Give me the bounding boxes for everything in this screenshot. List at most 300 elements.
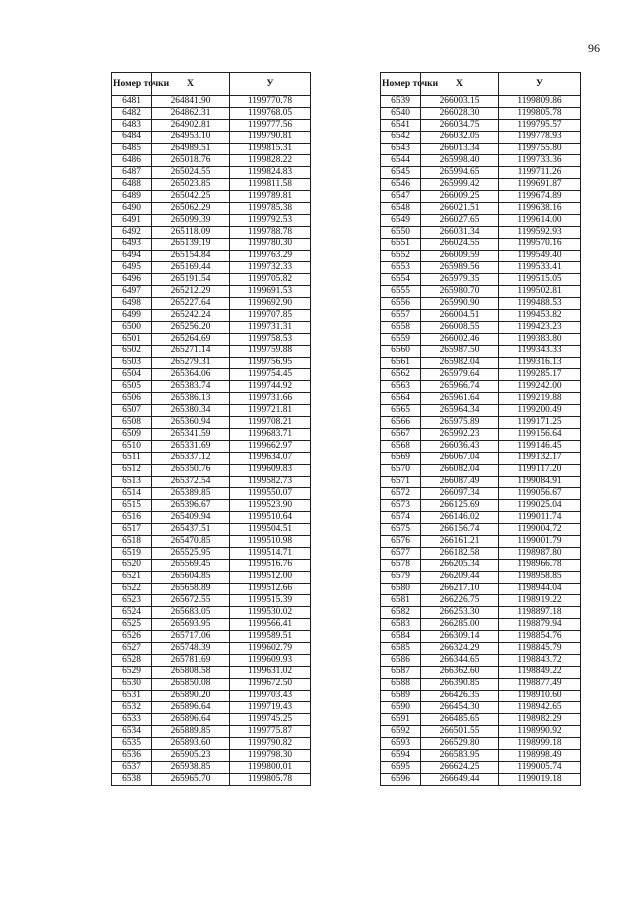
cell-point-number: 6549 [381,214,421,226]
cell-y: 1199815.31 [230,143,311,155]
table-row [381,595,581,607]
cell-y: 1198942.65 [499,702,581,714]
cell-y: 1199733.36 [499,155,581,167]
cell-y: 1199533.41 [499,262,581,274]
table-row [112,749,311,761]
cell-point-number: 6510 [112,440,152,452]
cell-x: 265372.54 [152,476,230,488]
table-row [381,167,581,179]
cell-point-number: 6573 [381,500,421,512]
cell-y: 1199763.29 [230,250,311,262]
cell-x: 265191.54 [152,274,230,286]
cell-point-number: 6539 [381,96,421,108]
cell-point-number: 6559 [381,333,421,345]
cell-x: 266217.10 [421,583,499,595]
cell-point-number: 6563 [381,381,421,393]
table-header-row [381,73,581,96]
cell-x: 265604.85 [152,571,230,583]
cell-point-number: 6590 [381,702,421,714]
cell-x: 265717.06 [152,631,230,643]
cell-x: 266024.55 [421,238,499,250]
cell-point-number: 6581 [381,595,421,607]
cell-x: 265693.95 [152,619,230,631]
cell-point-number: 6513 [112,476,152,488]
table-row [112,464,311,476]
cell-point-number: 6545 [381,167,421,179]
cell-point-number: 6546 [381,179,421,191]
cell-point-number: 6532 [112,702,152,714]
table-row [112,250,311,262]
table-row [381,535,581,547]
cell-point-number: 6509 [112,428,152,440]
cell-point-number: 6562 [381,369,421,381]
cell-point-number: 6578 [381,559,421,571]
cell-y: 1199828.22 [230,155,311,167]
table-row [381,214,581,226]
cell-point-number: 6498 [112,298,152,310]
cell-y: 1199691.53 [230,286,311,298]
cell-y: 1199343.33 [499,345,581,357]
cell-y: 1199514.71 [230,547,311,559]
cell-point-number: 6596 [381,773,421,785]
cell-x: 266097.34 [421,488,499,500]
table-row [112,96,311,108]
cell-x: 266036.43 [421,440,499,452]
cell-point-number: 6486 [112,155,152,167]
cell-point-number: 6564 [381,393,421,405]
table-row [112,286,311,298]
cell-x: 265364.06 [152,369,230,381]
cell-y: 1199672.50 [230,678,311,690]
table-row [112,619,311,631]
cell-point-number: 6506 [112,393,152,405]
cell-y: 1199721.81 [230,405,311,417]
cell-point-number: 6492 [112,226,152,238]
cell-point-number: 6497 [112,286,152,298]
cell-x: 265271.14 [152,345,230,357]
cell-y: 1199512.00 [230,571,311,583]
table-row [112,274,311,286]
cell-x: 265024.55 [152,167,230,179]
cell-x: 265409.94 [152,512,230,524]
cell-x: 265998.40 [421,155,499,167]
cell-x: 265242.24 [152,310,230,322]
cell-point-number: 6568 [381,440,421,452]
cell-y: 1199755.80 [499,143,581,155]
cell-y: 1198877.49 [499,678,581,690]
cell-point-number: 6515 [112,500,152,512]
table-row [112,119,311,131]
table-row [112,321,311,333]
cell-y: 1199019.18 [499,773,581,785]
cell-point-number: 6584 [381,631,421,643]
cell-y: 1199510.64 [230,512,311,524]
cell-x: 266031.34 [421,226,499,238]
cell-point-number: 6575 [381,524,421,536]
cell-point-number: 6481 [112,96,152,108]
cell-y: 1199785.38 [230,203,311,215]
cell-point-number: 6502 [112,345,152,357]
cell-y: 1199705.82 [230,274,311,286]
table-row [112,714,311,726]
cell-y: 1199516.76 [230,559,311,571]
cell-y: 1199550.07 [230,488,311,500]
table-row [112,417,311,429]
table-row [112,761,311,773]
cell-y: 1199570.16 [499,238,581,250]
cell-x: 265383.74 [152,381,230,393]
cell-y: 1199512.66 [230,583,311,595]
cell-y: 1198845.79 [499,642,581,654]
table-row [381,417,581,429]
cell-point-number: 6487 [112,167,152,179]
cell-x: 265966.74 [421,381,499,393]
cell-y: 1199156.64 [499,428,581,440]
table-row [112,143,311,155]
cell-point-number: 6514 [112,488,152,500]
cell-x: 266501.55 [421,726,499,738]
cell-point-number: 6503 [112,357,152,369]
header-y: У [499,73,581,96]
cell-point-number: 6594 [381,749,421,761]
cell-x: 265889.85 [152,726,230,738]
cell-y: 1199674.89 [499,191,581,203]
table-row [381,607,581,619]
cell-y: 1198919.22 [499,595,581,607]
table-row [112,547,311,559]
cell-x: 266362.60 [421,666,499,678]
table-row [381,179,581,191]
cell-y: 1198843.72 [499,654,581,666]
table-row [112,452,311,464]
cell-y: 1199631.02 [230,666,311,678]
cell-x: 266125.69 [421,500,499,512]
cell-x: 265781.69 [152,654,230,666]
cell-x: 265905.23 [152,749,230,761]
table-row [381,107,581,119]
cell-point-number: 6529 [112,666,152,678]
table-row [112,357,311,369]
cell-y: 1199117.20 [499,464,581,476]
cell-x: 265987.50 [421,345,499,357]
table-row [381,690,581,702]
cell-point-number: 6587 [381,666,421,678]
cell-y: 1199756.95 [230,357,311,369]
table-row [381,702,581,714]
cell-x: 266087.49 [421,476,499,488]
cell-x: 266156.74 [421,524,499,536]
cell-x: 265850.08 [152,678,230,690]
cell-point-number: 6550 [381,226,421,238]
table-row [381,428,581,440]
table-row [381,642,581,654]
table-row [112,333,311,345]
cell-y: 1199798.30 [230,749,311,761]
cell-point-number: 6494 [112,250,152,262]
cell-y: 1199711.26 [499,167,581,179]
page-number: 96 [588,41,600,55]
cell-y: 1199025.04 [499,500,581,512]
table-row [381,250,581,262]
cell-x: 264953.10 [152,131,230,143]
cell-y: 1199242.00 [499,381,581,393]
table-row [112,595,311,607]
cell-point-number: 6485 [112,143,152,155]
table-row [381,333,581,345]
cell-x: 266009.25 [421,191,499,203]
table-row [381,678,581,690]
cell-y: 1199602.79 [230,642,311,654]
cell-y: 1199692.90 [230,298,311,310]
cell-x: 266002.46 [421,333,499,345]
table-row [381,381,581,393]
table-row [112,131,311,143]
cell-x: 266082.04 [421,464,499,476]
cell-point-number: 6520 [112,559,152,571]
cell-point-number: 6534 [112,726,152,738]
cell-x: 266009.59 [421,250,499,262]
cell-y: 1199708.21 [230,417,311,429]
cell-x: 265748.39 [152,642,230,654]
header-x: X [152,73,230,96]
cell-point-number: 6595 [381,761,421,773]
cell-y: 1199731.31 [230,321,311,333]
cell-x: 266027.65 [421,214,499,226]
table-row [381,654,581,666]
table-row [381,345,581,357]
table-row [381,464,581,476]
table-row [381,298,581,310]
table-row [112,738,311,750]
cell-y: 1199792.53 [230,214,311,226]
cell-x: 266146.02 [421,512,499,524]
cell-y: 1199778.93 [499,131,581,143]
table-row [112,535,311,547]
table-row [112,654,311,666]
cell-point-number: 6488 [112,179,152,191]
table-row [112,167,311,179]
cell-y: 1199453.82 [499,310,581,322]
cell-x: 264989.51 [152,143,230,155]
cell-point-number: 6519 [112,547,152,559]
table-row [112,381,311,393]
cell-point-number: 6548 [381,203,421,215]
cell-point-number: 6593 [381,738,421,750]
table-row [381,143,581,155]
table-row [112,631,311,643]
cell-y: 1199768.05 [230,107,311,119]
table-row [112,393,311,405]
cell-point-number: 6482 [112,107,152,119]
cell-y: 1199285.17 [499,369,581,381]
cell-y: 1199683.71 [230,428,311,440]
cell-point-number: 6536 [112,749,152,761]
table-row [112,583,311,595]
cell-y: 1199811.58 [230,179,311,191]
table-row [381,761,581,773]
cell-x: 265118.09 [152,226,230,238]
cell-y: 1199805.78 [230,773,311,785]
cell-point-number: 6555 [381,286,421,298]
cell-y: 1199566.41 [230,619,311,631]
table-row [112,690,311,702]
table-header-row [112,73,311,96]
cell-y: 1199589.51 [230,631,311,643]
cell-x: 266285.00 [421,619,499,631]
cell-x: 265979.64 [421,369,499,381]
cell-x: 265979.35 [421,274,499,286]
cell-point-number: 6586 [381,654,421,666]
cell-x: 265099.39 [152,214,230,226]
cell-x: 266485.65 [421,714,499,726]
cell-y: 1199530.02 [230,607,311,619]
cell-x: 266067.04 [421,452,499,464]
table-row [381,310,581,322]
cell-x: 266226.75 [421,595,499,607]
cell-point-number: 6522 [112,583,152,595]
cell-point-number: 6493 [112,238,152,250]
cell-y: 1199502.81 [499,286,581,298]
table-row [381,738,581,750]
cell-point-number: 6560 [381,345,421,357]
cell-y: 1199800.01 [230,761,311,773]
table-row [112,405,311,417]
cell-point-number: 6583 [381,619,421,631]
cell-y: 1199638.16 [499,203,581,215]
cell-y: 1199510.98 [230,535,311,547]
cell-x: 265808.58 [152,666,230,678]
cell-x: 265990.90 [421,298,499,310]
table-row [112,726,311,738]
cell-point-number: 6535 [112,738,152,750]
cell-x: 266013.34 [421,143,499,155]
table-row [112,191,311,203]
cell-y: 1199383.80 [499,333,581,345]
cell-y: 1199790.81 [230,131,311,143]
cell-x: 265437.51 [152,524,230,536]
table-row [381,571,581,583]
cell-y: 1199004.72 [499,524,581,536]
cell-x: 265890.20 [152,690,230,702]
cell-x: 265360.94 [152,417,230,429]
cell-x: 266205.34 [421,559,499,571]
cell-point-number: 6501 [112,333,152,345]
cell-y: 1199790.82 [230,738,311,750]
cell-y: 1198854.76 [499,631,581,643]
table-row [381,714,581,726]
cell-y: 1199662.97 [230,440,311,452]
cell-x: 265337.12 [152,452,230,464]
cell-x: 265018.76 [152,155,230,167]
table-row [112,107,311,119]
cell-y: 1199759.88 [230,345,311,357]
cell-point-number: 6495 [112,262,152,274]
cell-point-number: 6579 [381,571,421,583]
cell-point-number: 6591 [381,714,421,726]
cell-x: 266649.44 [421,773,499,785]
cell-point-number: 6507 [112,405,152,417]
cell-y: 1199056.67 [499,488,581,500]
cell-point-number: 6574 [381,512,421,524]
cell-x: 266253.30 [421,607,499,619]
header-y: У [230,73,311,96]
cell-x: 266583.95 [421,749,499,761]
cell-point-number: 6542 [381,131,421,143]
table-row [381,559,581,571]
cell-point-number: 6557 [381,310,421,322]
table-row [112,702,311,714]
table-row [112,214,311,226]
cell-point-number: 6508 [112,417,152,429]
table-row [381,405,581,417]
table-row [381,393,581,405]
cell-x: 266034.75 [421,119,499,131]
table-row [112,524,311,536]
cell-y: 1198998.49 [499,749,581,761]
cell-y: 1199200.49 [499,405,581,417]
table-row [112,369,311,381]
cell-point-number: 6544 [381,155,421,167]
cell-x: 265965.70 [152,773,230,785]
cell-x: 265169.44 [152,262,230,274]
cell-x: 265961.64 [421,393,499,405]
table-row [112,262,311,274]
cell-point-number: 6512 [112,464,152,476]
cell-x: 264902.81 [152,119,230,131]
cell-x: 265139.19 [152,238,230,250]
cell-x: 266021.51 [421,203,499,215]
cell-y: 1198958.85 [499,571,581,583]
cell-y: 1199515.39 [230,595,311,607]
table-row [112,345,311,357]
table-row [381,203,581,215]
cell-y: 1199789.81 [230,191,311,203]
table-row [381,262,581,274]
cell-y: 1199488.53 [499,298,581,310]
table-row [381,524,581,536]
cell-y: 1198849.22 [499,666,581,678]
cell-x: 265982.04 [421,357,499,369]
cell-x: 265256.20 [152,321,230,333]
table-row [112,678,311,690]
cell-x: 266182.58 [421,547,499,559]
cell-point-number: 6490 [112,203,152,215]
cell-y: 1199523.90 [230,500,311,512]
table-row [381,547,581,559]
cell-x: 266529.80 [421,738,499,750]
table-row [112,476,311,488]
table-row [381,583,581,595]
cell-point-number: 6567 [381,428,421,440]
cell-point-number: 6484 [112,131,152,143]
cell-y: 1199316.13 [499,357,581,369]
cell-point-number: 6541 [381,119,421,131]
cell-x: 265893.60 [152,738,230,750]
cell-y: 1199592.93 [499,226,581,238]
cell-x: 265212.29 [152,286,230,298]
cell-y: 1199084.91 [499,476,581,488]
cell-x: 265896.64 [152,702,230,714]
cell-point-number: 6558 [381,321,421,333]
cell-y: 1199775.87 [230,726,311,738]
cell-point-number: 6504 [112,369,152,381]
cell-point-number: 6523 [112,595,152,607]
cell-y: 1199609.93 [230,654,311,666]
table-row [112,666,311,678]
cell-y: 1199691.87 [499,179,581,191]
table-row [381,749,581,761]
cell-x: 265999.42 [421,179,499,191]
